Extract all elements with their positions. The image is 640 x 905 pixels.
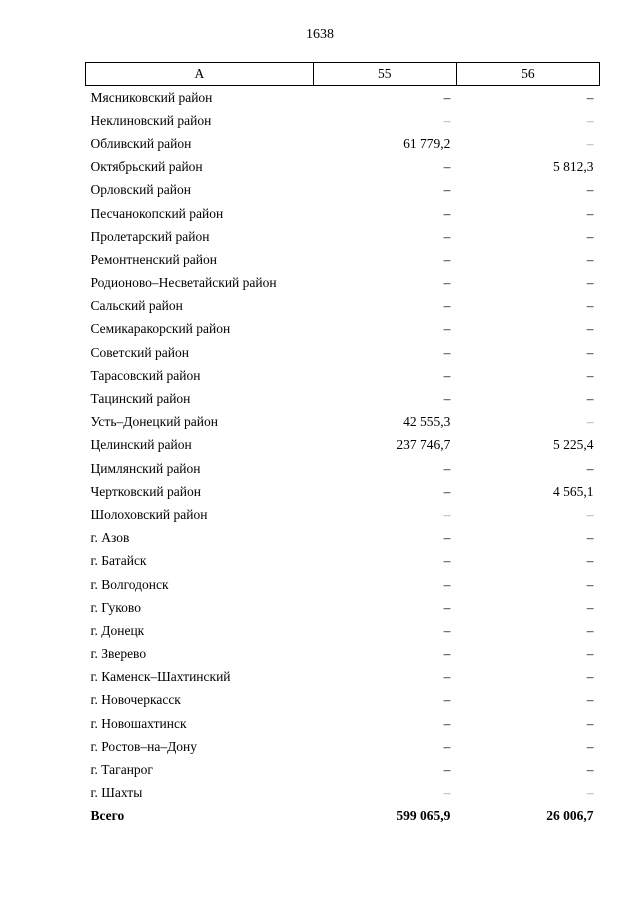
row-name: г. Новочеркасск	[90, 692, 181, 708]
cell-55: –	[443, 506, 451, 522]
table-row	[86, 248, 600, 271]
cell-56: –	[586, 135, 594, 151]
cell-55: –	[443, 622, 451, 638]
data-table	[85, 62, 600, 828]
cell-56: –	[586, 205, 594, 221]
row-name: Орловский район	[90, 182, 191, 198]
table-row	[86, 643, 600, 666]
cell-55: –	[443, 715, 451, 731]
total-label: Всего	[90, 808, 125, 824]
cell-55: –	[443, 159, 451, 175]
cell-55: –	[443, 599, 451, 615]
row-name: Мясниковский район	[90, 89, 213, 105]
table-row	[86, 758, 600, 781]
table-row	[86, 225, 600, 248]
cell-56: –	[586, 715, 594, 731]
total-row	[86, 805, 600, 828]
cell-55: –	[443, 298, 451, 314]
row-name: г. Ростов–на–Дону	[90, 738, 198, 754]
cell-56: –	[586, 785, 594, 801]
cell-56: 5 812,3	[553, 159, 594, 175]
cell-55: –	[443, 182, 451, 198]
row-name: Обливский район	[90, 135, 192, 151]
table-row	[86, 295, 600, 318]
table-row	[86, 109, 600, 132]
cell-56: –	[586, 275, 594, 291]
cell-55: –	[443, 89, 451, 105]
row-name: г. Каменск–Шахтинский	[90, 669, 231, 685]
row-name: Цимлянский район	[90, 460, 201, 476]
row-name: Усть–Донецкий район	[90, 414, 218, 430]
cell-56: –	[586, 251, 594, 267]
table-row	[86, 712, 600, 735]
cell-56: –	[586, 738, 594, 754]
cell-56: –	[586, 530, 594, 546]
cell-56: –	[586, 622, 594, 638]
row-name: Чертковский район	[90, 483, 201, 499]
table-row	[86, 782, 600, 805]
cell-56: –	[586, 646, 594, 662]
table-row	[86, 156, 600, 179]
cell-56: –	[586, 669, 594, 685]
cell-55: –	[443, 367, 451, 383]
table-row	[86, 179, 600, 202]
table-row	[86, 411, 600, 434]
cell-56: –	[586, 321, 594, 337]
row-name: г. Донецк	[90, 622, 145, 638]
cell-56: –	[586, 576, 594, 592]
cell-56: –	[586, 506, 594, 522]
row-name: Семикаракорский район	[90, 321, 231, 337]
cell-56: –	[586, 89, 594, 105]
cell-55: –	[443, 669, 451, 685]
column-header-55: 55	[313, 63, 456, 86]
table-row	[86, 689, 600, 712]
cell-56: –	[586, 391, 594, 407]
total-56: 26 006,7	[546, 808, 594, 824]
cell-55: 42 555,3	[403, 414, 451, 430]
table-row	[86, 387, 600, 410]
row-name: Песчанокопский район	[90, 205, 224, 221]
cell-56: –	[586, 599, 594, 615]
table-header-row	[86, 63, 600, 86]
table-row	[86, 527, 600, 550]
cell-56: –	[586, 182, 594, 198]
table-row	[86, 550, 600, 573]
row-name: г. Волгодонск	[90, 576, 169, 592]
cell-55: –	[443, 460, 451, 476]
table-row	[86, 735, 600, 758]
cell-55: –	[443, 785, 451, 801]
row-name: Сальский район	[90, 298, 183, 314]
cell-56: 4 565,1	[553, 483, 594, 499]
row-name: Октябрьский район	[90, 159, 203, 175]
row-name: Неклиновский район	[90, 112, 212, 128]
row-name: Тарасовский район	[90, 367, 201, 383]
cell-56: –	[586, 344, 594, 360]
table-row	[86, 666, 600, 689]
cell-56: –	[586, 298, 594, 314]
table-row	[86, 503, 600, 526]
column-header-56: 56	[456, 63, 599, 86]
table-row	[86, 132, 600, 155]
row-name: г. Гуково	[90, 599, 141, 615]
cell-55: –	[443, 530, 451, 546]
cell-55: –	[443, 112, 451, 128]
cell-55: –	[443, 483, 451, 499]
table-row	[86, 457, 600, 480]
table-row	[86, 86, 600, 110]
row-name: Ремонтненский район	[90, 251, 217, 267]
cell-55: –	[443, 646, 451, 662]
row-name: г. Батайск	[90, 553, 147, 569]
cell-55: –	[443, 576, 451, 592]
column-header-name: А	[86, 63, 314, 86]
row-name: Пролетарский район	[90, 228, 210, 244]
row-name: Целинский район	[90, 437, 192, 453]
cell-55: –	[443, 692, 451, 708]
cell-56: –	[586, 112, 594, 128]
table-row	[86, 619, 600, 642]
cell-56: –	[586, 762, 594, 778]
cell-55: –	[443, 205, 451, 221]
cell-55: 61 779,2	[403, 135, 451, 151]
cell-55: –	[443, 321, 451, 337]
page-number: 1638	[306, 27, 334, 42]
table-row	[86, 318, 600, 341]
cell-55: –	[443, 762, 451, 778]
table-row	[86, 573, 600, 596]
cell-56: –	[586, 460, 594, 476]
cell-55: 237 746,7	[396, 437, 451, 453]
table-row	[86, 596, 600, 619]
cell-56: –	[586, 414, 594, 430]
table-row	[86, 272, 600, 295]
row-name: Советский район	[90, 344, 189, 360]
cell-55: –	[443, 553, 451, 569]
table-row	[86, 202, 600, 225]
row-name: г. Зверево	[90, 646, 147, 662]
row-name: г. Азов	[90, 530, 130, 546]
table-row	[86, 434, 600, 457]
row-name: Тацинский район	[90, 391, 191, 407]
table-row	[86, 480, 600, 503]
table-row	[86, 364, 600, 387]
cell-56: –	[586, 367, 594, 383]
cell-55: –	[443, 228, 451, 244]
cell-56: –	[586, 228, 594, 244]
cell-56: 5 225,4	[553, 437, 594, 453]
cell-55: –	[443, 738, 451, 754]
cell-55: –	[443, 251, 451, 267]
cell-55: –	[443, 275, 451, 291]
row-name: г. Шахты	[90, 785, 143, 801]
cell-56: –	[586, 692, 594, 708]
row-name: Родионово–Несветайский район	[90, 275, 277, 291]
cell-55: –	[443, 391, 451, 407]
row-name: г. Таганрог	[90, 762, 153, 778]
cell-55: –	[443, 344, 451, 360]
cell-56: –	[586, 553, 594, 569]
row-name: г. Новошахтинск	[90, 715, 187, 731]
table-body	[86, 86, 600, 829]
total-55: 599 065,9	[396, 808, 451, 824]
table-row	[86, 341, 600, 364]
row-name: Шолоховский район	[90, 506, 208, 522]
